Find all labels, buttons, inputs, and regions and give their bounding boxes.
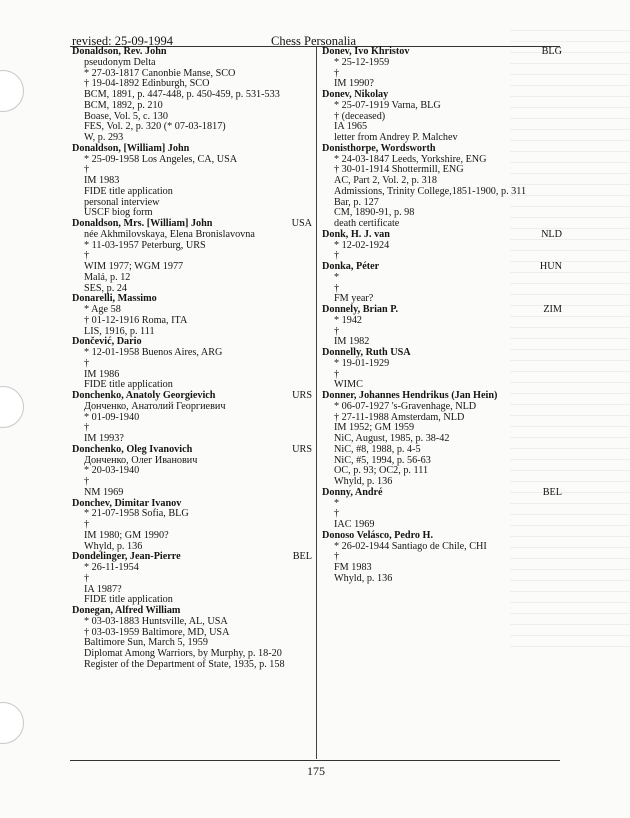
personalia-entry [322, 262, 562, 305]
entry-name: Donka, Péter [322, 261, 380, 272]
entry-detail: Admissions, Trinity College,1851-1900, p. 311 [334, 185, 527, 197]
entry-detail: † [84, 476, 90, 487]
entry-detail: † [334, 282, 340, 294]
entry-detail: IM 1980; GM 1990? [84, 529, 169, 541]
footer-rule [70, 760, 560, 761]
entry-detail: NiC, #8, 1988, p. 4-5 [334, 443, 421, 455]
entry-detail: IM 1952; GM 1959 [334, 422, 415, 434]
personalia-entry [72, 294, 312, 337]
entry-detail: IM 1983 [84, 175, 120, 186]
entry-detail: * 26-02-1944 Santiago de Chile, CHI [334, 540, 487, 552]
entry-detail: † [334, 551, 340, 563]
entry-country: ZIM [543, 304, 562, 315]
entry-detail: * 19-01-1929 [334, 357, 390, 369]
entry-detail: * 06-07-1927 's-Gravenhage, NLD [334, 400, 477, 412]
entry-detail: AC, Part 2, Vol. 2, p. 318 [334, 175, 437, 186]
entry-detail: IA 1987? [84, 583, 122, 595]
entry-name: Donarelli, Massimo [72, 293, 157, 305]
entry-detail: † 27-11-1988 Amsterdam, NLD [334, 411, 465, 423]
entry-name: Donnely, Brian P. [322, 304, 399, 315]
entry-name: Donchenko, Oleg Ivanovich [72, 443, 193, 455]
entry-detail: * 12-01-1958 Buenos Aires, ARG [84, 347, 223, 358]
entry-detail: W, p. 293 [84, 132, 124, 143]
entry-country: USA [291, 218, 312, 229]
page-title: Chess Personalia [271, 34, 357, 48]
binder-hole-bottom [0, 702, 24, 744]
personalia-entry [72, 391, 312, 445]
entry-detail: Register of the Department of State, 1935, p. 158 [84, 658, 285, 670]
entry-detail: † [84, 164, 90, 176]
entry-detail: CM, 1890-91, p. 98 [334, 207, 415, 219]
entry-name: Donchev, Dimitar Ivanov [72, 497, 182, 509]
entry-detail: death certificate [334, 218, 400, 229]
entry-name: Donaldson, [William] John [72, 142, 190, 154]
entry-country: BEL [542, 486, 562, 498]
entry-detail: * 03-03-1883 Huntsville, AL, USA [84, 615, 228, 627]
entry-name: Donaldson, Mrs. [William] John [72, 218, 213, 229]
entry-detail: pseudonym Delta [84, 56, 156, 68]
entry-detail: Whyld, p. 136 [84, 540, 143, 552]
entry-detail: † (deceased) [334, 110, 386, 122]
entry-detail: Whyld, p. 136 [334, 572, 393, 584]
entry-detail: † [84, 357, 90, 369]
entry-country: NLD [541, 228, 562, 240]
entry-detail: WIM 1977; WGM 1977 [84, 261, 184, 272]
entry-detail: * 27-03-1817 Canonbie Manse, SCO [84, 67, 236, 79]
entry-detail: † [334, 368, 340, 380]
entry-detail: † 01-12-1916 Roma, ITA [84, 314, 188, 326]
personalia-entry [322, 90, 562, 144]
entry-name: Donev, Nikolay [322, 89, 389, 100]
entry-detail: † [84, 422, 90, 434]
entry-detail: IM 1986 [84, 368, 120, 380]
entry-detail: * 1942 [334, 314, 363, 326]
right-column [322, 47, 562, 585]
entry-detail: née Akhmilovskaya, Elena Bronislavovna [84, 228, 255, 240]
entry-detail: Malá, p. 12 [84, 271, 131, 283]
entry-detail: FM 1983 [334, 562, 372, 573]
entry-detail: † [84, 572, 90, 584]
entry-country: URS [292, 390, 312, 401]
entry-detail: BCM, 1891, p. 447-448, p. 450-459, p. 531-533 [84, 89, 280, 100]
entry-detail: IM 1990? [334, 78, 374, 90]
entry-detail: * 12-02-1924 [334, 239, 390, 251]
entry-detail: OC, p. 93; OC2, p. 111 [334, 465, 429, 477]
entry-name: Donoso Velásco, Pedro H. [322, 529, 434, 541]
entry-country: BEL [292, 551, 312, 563]
entry-detail: * 20-03-1940 [84, 465, 140, 477]
entry-detail: * 11-03-1957 Peterburg, URS [84, 239, 206, 251]
entry-detail: personal interview [84, 196, 160, 208]
entry-detail: FM year? [334, 293, 374, 305]
entry-detail: † [334, 325, 340, 337]
personalia-entry [322, 488, 562, 531]
entry-detail: WIMC [334, 379, 363, 391]
entry-detail: IM 1982 [334, 336, 370, 348]
entry-detail: SES, p. 24 [84, 282, 128, 294]
entry-country: URS [292, 443, 312, 455]
entry-detail: Донченко, Анатолий Георгиевич [84, 400, 226, 412]
personalia-entry [72, 144, 312, 219]
revision-date: revised: 25-09-1994 [72, 34, 174, 48]
entry-country: BLG [541, 46, 562, 57]
entry-detail: FIDE title application [84, 594, 173, 606]
entry-detail: IAC 1969 [334, 519, 375, 530]
binder-hole-middle [0, 386, 24, 428]
personalia-entry [322, 47, 562, 90]
personalia-entry [72, 499, 312, 553]
entry-detail: † 30-01-1914 Shottermill, ENG [334, 164, 464, 176]
entry-detail: * 26-11-1954 [84, 562, 139, 573]
entry-country: HUN [539, 261, 562, 272]
entry-name: Donny, André [322, 486, 383, 498]
entry-detail: * [334, 271, 340, 283]
entry-detail: * 25-09-1958 Los Angeles, CA, USA [84, 153, 238, 165]
entry-detail: † 19-04-1892 Edinburgh, SCO [84, 78, 210, 90]
entry-detail: USCF biog form [84, 207, 153, 219]
entry-detail: † 03-03-1959 Baltimore, MD, USA [84, 626, 230, 638]
entry-name: Donev, Ivo Khristov [322, 46, 410, 57]
entry-name: Donk, H. J. van [322, 228, 390, 240]
personalia-entry [322, 531, 562, 585]
entry-detail: Whyld, p. 136 [334, 476, 393, 487]
personalia-entry [72, 606, 312, 671]
entry-detail: NiC, #5, 1994, p. 56-63 [334, 454, 431, 466]
personalia-entry [72, 219, 312, 294]
entry-detail: Bar, p. 127 [334, 196, 379, 208]
column-divider [316, 47, 317, 759]
entry-detail: † [84, 250, 90, 262]
personalia-entry [322, 305, 562, 348]
entry-detail: * 24-03-1847 Leeds, Yorkshire, ENG [334, 153, 487, 165]
entry-detail: LIS, 1916, p. 111 [84, 325, 155, 337]
entry-name: Donegan, Alfred William [72, 605, 181, 616]
entry-name: Donner, Johannes Hendrikus (Jan Hein) [322, 390, 498, 401]
entry-detail: Boase, Vol. 5, c. 130 [84, 110, 168, 122]
entry-detail: † [334, 508, 340, 520]
personalia-entry [72, 47, 312, 144]
entry-detail: Baltimore Sun, March 5, 1959 [84, 637, 208, 649]
entry-detail: FIDE title application [84, 185, 173, 197]
entry-detail: FES, Vol. 2, p. 320 (* 07-03-1817) [84, 121, 226, 133]
entry-detail: letter from Andrey P. Malchev [334, 132, 458, 143]
entry-name: Donisthorpe, Wordsworth [322, 142, 436, 154]
entry-detail: BCM, 1892, p. 210 [84, 99, 163, 111]
entry-detail: * 25-07-1919 Varna, BLG [334, 99, 441, 111]
personalia-entry [322, 391, 562, 488]
entry-detail: * [334, 497, 340, 509]
entry-detail: † [334, 67, 340, 79]
entry-detail: IM 1993? [84, 433, 124, 444]
entry-name: Dončević, Dario [72, 336, 142, 348]
entry-detail: NM 1969 [84, 486, 124, 498]
entry-detail: * 25-12-1959 [334, 56, 390, 68]
entry-detail: IA 1965 [334, 121, 368, 133]
entry-name: Donchenko, Anatoly Georgievich [72, 390, 216, 401]
entry-name: Donaldson, Rev. John [72, 46, 167, 57]
entry-detail: † [334, 250, 340, 262]
entry-detail: † [84, 519, 90, 530]
binder-hole-top [0, 70, 24, 112]
entry-detail: Diplomat Among Warriors, by Murphy, p. 18-20 [84, 648, 282, 659]
personalia-entry [72, 552, 312, 606]
personalia-entry [322, 348, 562, 391]
entry-detail: FIDE title application [84, 379, 173, 391]
page-number: 175 [307, 764, 325, 778]
personalia-entry [72, 337, 312, 391]
entry-detail: Донченко, Олег Иванович [84, 454, 198, 466]
entry-detail: * 21-07-1958 Sofia, BLG [84, 508, 189, 520]
entry-name: Dondelinger, Jean-Pierre [72, 551, 181, 563]
personalia-entry [72, 445, 312, 499]
entry-name: Donnelly, Ruth USA [322, 347, 411, 358]
entry-detail: NiC, August, 1985, p. 38-42 [334, 433, 450, 444]
entry-detail: * Age 58 [84, 304, 121, 315]
personalia-entry [322, 230, 562, 262]
entry-detail: * 01-09-1940 [84, 411, 140, 423]
left-column [72, 47, 312, 671]
personalia-entry [322, 144, 562, 230]
